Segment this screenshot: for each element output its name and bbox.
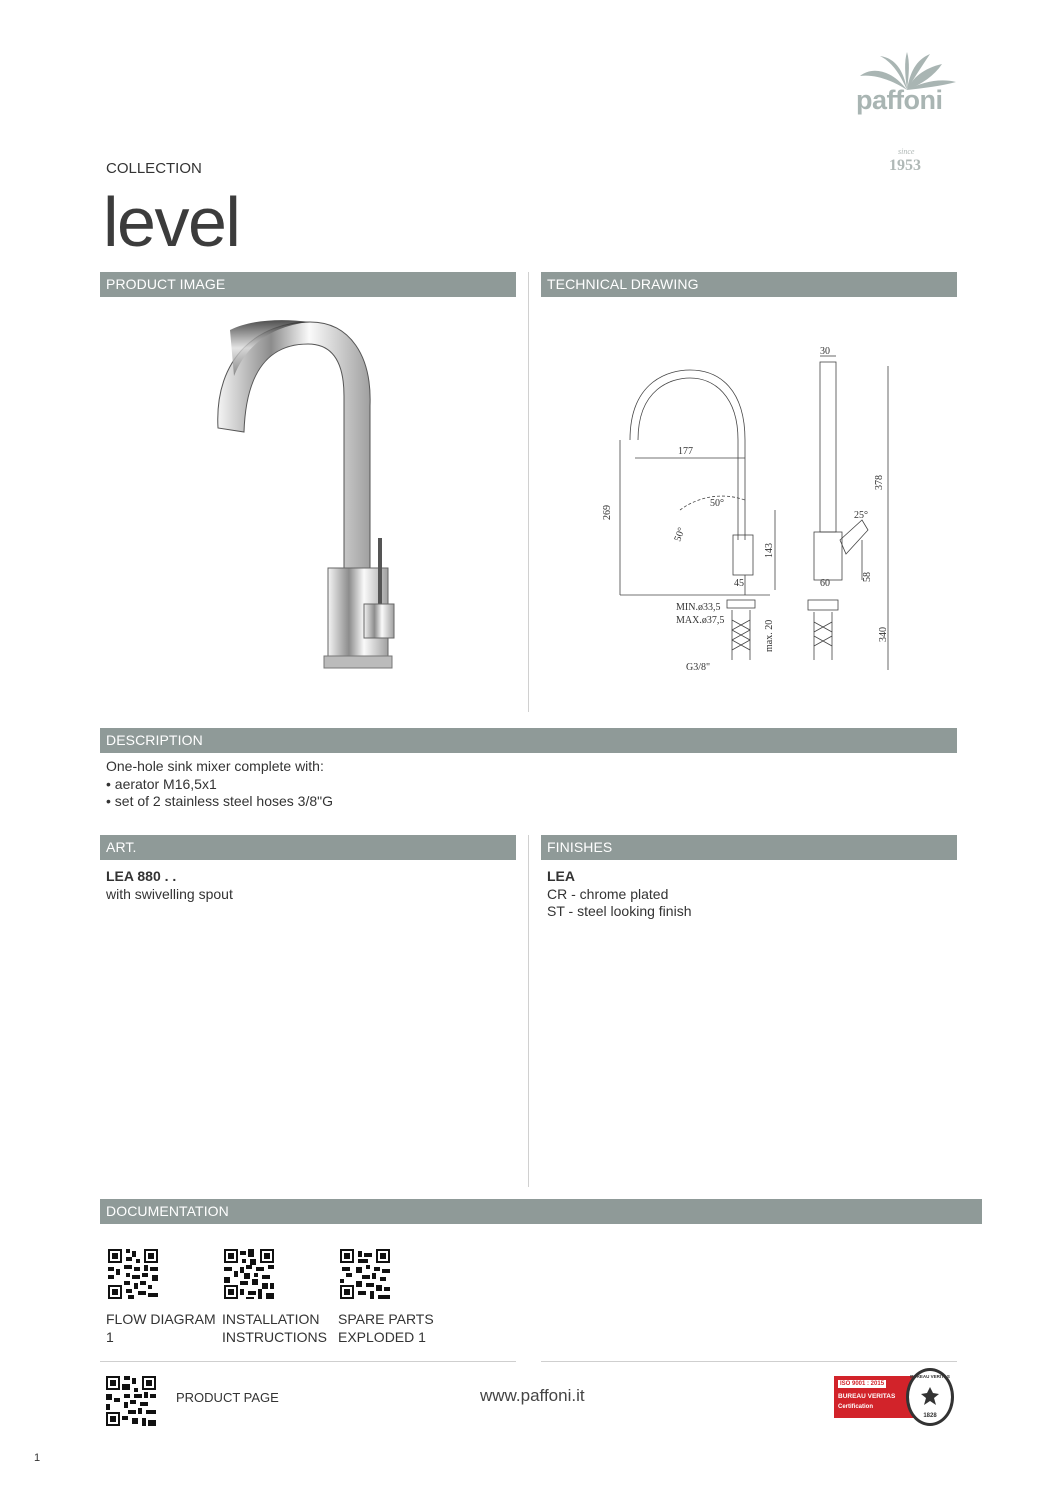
brand-logo bbox=[852, 52, 962, 118]
dim-50b: 50° bbox=[672, 526, 688, 544]
seal-figure-icon bbox=[918, 1385, 942, 1407]
description-text bbox=[106, 758, 333, 811]
doc-label-line1: SPARE PARTS bbox=[338, 1311, 434, 1327]
dim-max20: max. 20 bbox=[764, 619, 775, 652]
dim-min: MIN.ø33,5 bbox=[676, 602, 721, 613]
dim-max: MAX.ø37,5 bbox=[676, 615, 725, 626]
section-technical-drawing: TECHNICAL DRAWING bbox=[541, 272, 957, 297]
doc-label-line2: 1 bbox=[106, 1329, 114, 1345]
divider-top bbox=[528, 272, 529, 712]
dim-340: 340 bbox=[878, 627, 889, 642]
finishes-code: LEA bbox=[547, 868, 575, 884]
seal-top: BUREAU VERITAS bbox=[910, 1374, 950, 1379]
doc-installation-instructions[interactable] bbox=[222, 1249, 342, 1346]
art-code: LEA 880 . . bbox=[106, 868, 177, 884]
seal-year: 1828 bbox=[923, 1413, 937, 1419]
doc-label-line2: EXPLODED 1 bbox=[338, 1329, 426, 1345]
description-line: One-hole sink mixer complete with: bbox=[106, 758, 324, 774]
art-block bbox=[106, 868, 233, 903]
cert-bv: BUREAU VERITAS bbox=[838, 1393, 896, 1400]
cert-iso: ISO 9001 : 2015 bbox=[840, 1381, 885, 1387]
finish-item: CR - chrome plated bbox=[547, 885, 669, 902]
doc-flow-diagram[interactable] bbox=[106, 1249, 226, 1346]
collection-label: COLLECTION bbox=[106, 160, 202, 177]
since-label: since bbox=[898, 147, 915, 156]
brand-name: paffoni bbox=[856, 85, 943, 115]
description-line: • set of 2 stainless steel hoses 3/8"G bbox=[106, 793, 333, 809]
finish-item: ST - steel looking finish bbox=[547, 903, 692, 919]
doc-label bbox=[106, 1310, 226, 1346]
dim-45: 45 bbox=[734, 578, 744, 589]
dim-g38: G3/8" bbox=[686, 662, 711, 673]
qr-code-icon bbox=[340, 1249, 390, 1299]
section-description: DESCRIPTION bbox=[100, 728, 957, 753]
doc-spare-parts[interactable] bbox=[338, 1249, 458, 1346]
section-documentation: DOCUMENTATION bbox=[100, 1199, 982, 1224]
doc-label-line1: FLOW DIAGRAM bbox=[106, 1311, 216, 1327]
finishes-block bbox=[547, 868, 691, 921]
product-image bbox=[210, 316, 400, 672]
website-link[interactable]: www.paffoni.it bbox=[480, 1386, 585, 1405]
doc-label-line2: INSTRUCTIONS bbox=[222, 1329, 327, 1345]
section-art: ART. bbox=[100, 835, 516, 860]
product-page-label[interactable]: PRODUCT PAGE bbox=[176, 1390, 279, 1405]
dim-378: 378 bbox=[874, 475, 885, 490]
page-number: 1 bbox=[34, 1452, 41, 1464]
cert-seal bbox=[906, 1368, 954, 1426]
cert-label: Certification bbox=[838, 1404, 874, 1410]
certification-badge bbox=[834, 1368, 956, 1426]
doc-label bbox=[222, 1310, 342, 1346]
footer-divider-left bbox=[100, 1361, 516, 1362]
dim-269: 269 bbox=[602, 505, 613, 520]
section-product-image: PRODUCT IMAGE bbox=[100, 272, 516, 297]
dim-177: 177 bbox=[678, 446, 693, 457]
section-finishes: FINISHES bbox=[541, 835, 957, 860]
product-page-qr-icon[interactable] bbox=[106, 1376, 156, 1426]
qr-code-icon bbox=[224, 1249, 274, 1299]
description-line: • aerator M16,5x1 bbox=[106, 775, 217, 792]
dim-30: 30 bbox=[820, 346, 830, 357]
dim-143: 143 bbox=[764, 543, 775, 558]
doc-label-line1: INSTALLATION bbox=[222, 1311, 320, 1327]
dim-60: 60 bbox=[820, 578, 830, 589]
art-note: with swivelling spout bbox=[106, 885, 233, 902]
dim-25: 25° bbox=[854, 510, 868, 521]
divider-middle bbox=[528, 835, 529, 1187]
doc-label bbox=[338, 1310, 458, 1346]
dim-50a: 50° bbox=[710, 498, 724, 509]
technical-drawing bbox=[600, 340, 910, 680]
footer-divider-right bbox=[541, 1361, 957, 1362]
dim-58: 58 bbox=[862, 572, 873, 582]
collection-title: level bbox=[103, 183, 240, 261]
since-year: 1953 bbox=[889, 157, 921, 174]
qr-code-icon bbox=[108, 1249, 158, 1299]
